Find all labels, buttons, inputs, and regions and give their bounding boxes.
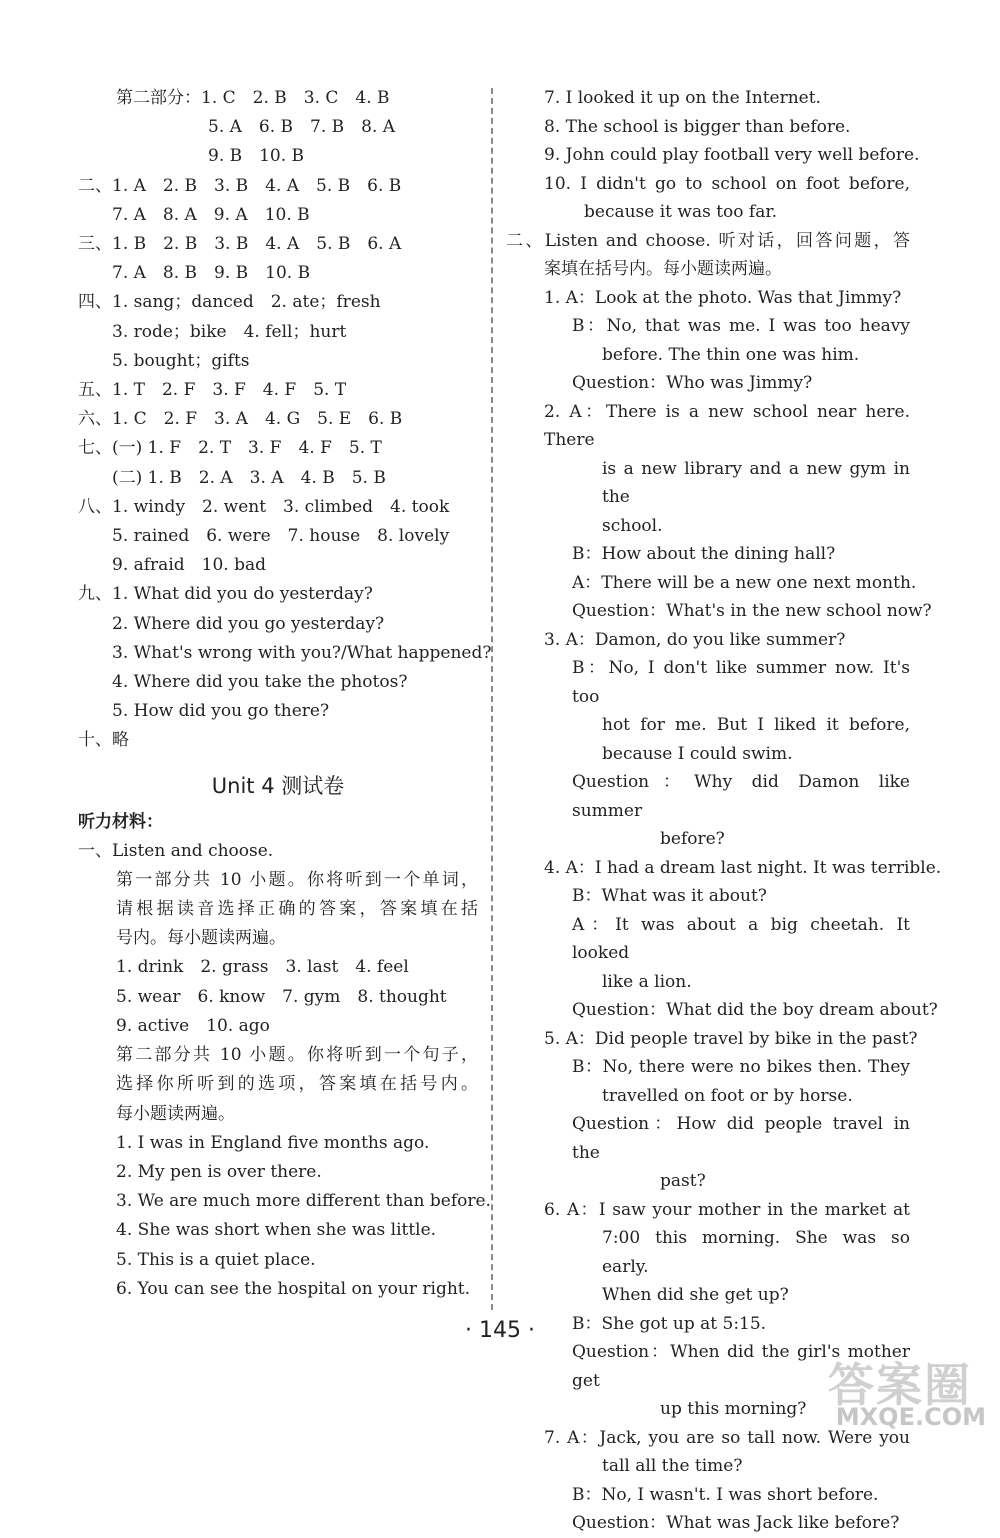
text-line: B：No, that was me. I was too heavy	[572, 316, 910, 336]
text-line: 请根据读音选择正确的答案，答案填在括	[116, 899, 478, 920]
text-line: 选择你所听到的选项，答案填在括号内。	[116, 1074, 478, 1095]
text-line: 6. You can see the hospital on your right.	[116, 1278, 471, 1299]
text-line: before. The thin one was him.	[602, 344, 860, 365]
text-line: 9. B 10. B	[208, 146, 305, 167]
text-line: When did she get up?	[602, 1285, 789, 1305]
text-line: 4. A：I had a dream last night. It was terrible.	[544, 857, 942, 878]
text-line: 8. The school is bigger than before.	[544, 116, 851, 137]
text-line: Question：When did the girl's mother get	[572, 1342, 910, 1391]
text-line: past?	[660, 1171, 706, 1191]
text-line: 一、Listen and choose.	[78, 840, 274, 861]
text-line: 9. afraid 10. bad	[112, 555, 266, 576]
text-line: Question：What did the boy dream about?	[572, 1000, 938, 1020]
text-line: 十、略	[78, 730, 129, 751]
text-line: travelled on foot or by horse.	[602, 1085, 853, 1106]
text-line: 5. rained 6. were 7. house 8. lovely	[112, 526, 450, 547]
text-line: (二) 1. B 2. A 3. A 4. B 5. B	[112, 467, 386, 488]
text-line: is a new library and a new gym in the	[602, 458, 910, 507]
text-line: 每小题读两遍。	[116, 1103, 235, 1124]
text-line: 1. A：Look at the photo. Was that Jimmy?	[544, 287, 902, 308]
text-line: 第一部分共 10 小题。你将听到一个单词，	[116, 869, 478, 890]
text-line: because it was too far.	[584, 202, 778, 222]
text-line: 5. How did you go there?	[112, 701, 330, 722]
text-line: 号内。每小题读两遍。	[116, 928, 286, 949]
text-line: 第二部分共 10 小题。你将听到一个句子，	[116, 1045, 478, 1066]
text-line: 2. My pen is over there.	[116, 1161, 322, 1182]
column-divider	[491, 88, 493, 1310]
text-line: 3. We are much more different than before.	[116, 1191, 491, 1212]
text-line: B：What was it about?	[572, 886, 767, 906]
text-line: 二、Listen and choose. 听对话，回答问题，答	[506, 230, 910, 251]
text-line: 3. A：Damon, do you like summer?	[544, 629, 846, 650]
listening-label: 听力材料：	[78, 811, 163, 832]
text-line: B：She got up at 5:15.	[572, 1313, 767, 1334]
text-line: up this morning?	[660, 1399, 807, 1419]
text-line: 三、1. B 2. B 3. B 4. A 5. B 6. A	[78, 234, 402, 255]
page-number: · 145 ·	[465, 1318, 535, 1343]
answer-key-block	[78, 84, 492, 756]
text-line: like a lion.	[602, 971, 692, 992]
text-line: 五、1. T 2. F 3. F 4. F 5. T	[78, 380, 347, 401]
text-line: tall all the time?	[602, 1456, 743, 1476]
listening-material-block	[78, 837, 491, 1304]
watermark-cn: 答案圈	[828, 1358, 972, 1412]
text-line: hot for me. But I liked it before,	[602, 715, 910, 735]
text-line: 10. I didn't go to school on foot before,	[544, 173, 910, 194]
text-line: 1. drink 2. grass 3. last 4. feel	[116, 957, 409, 978]
text-line: 5. A 6. B 7. B 8. A	[208, 117, 396, 138]
text-line: A：It was about a big cheetah. It looked	[572, 914, 910, 963]
text-line: Question：How did people travel in the	[572, 1114, 910, 1163]
text-line: 1. I was in England five months ago.	[116, 1132, 430, 1153]
text-line: 9. John could play football very well before.	[544, 145, 920, 165]
text-line: 2. Where did you go yesterday?	[112, 613, 385, 634]
text-line: 3. What's wrong with you?/What happened?	[112, 642, 492, 663]
text-line: school.	[602, 515, 663, 536]
text-line: 九、1. What did you do yesterday?	[78, 584, 373, 605]
text-line: Question：What's in the new school now?	[572, 601, 932, 621]
text-line: before?	[660, 829, 725, 849]
text-line: 案填在括号内。每小题读两遍。	[544, 259, 782, 279]
text-line: 5. wear 6. know 7. gym 8. thought	[116, 986, 447, 1007]
text-line: 9. active 10. ago	[116, 1015, 270, 1036]
text-line: Question：Who was Jimmy?	[572, 373, 813, 393]
text-line: 八、1. windy 2. went 3. climbed 4. took	[78, 496, 450, 517]
text-line: A：There will be a new one next month.	[572, 572, 917, 593]
text-line: Question：Why did Damon like summer	[572, 772, 910, 821]
left-column	[78, 84, 492, 1304]
text-line: 3. rode；bike 4. fell；hurt	[112, 321, 347, 342]
text-line: B：No, I don't like summer now. It's too	[572, 658, 910, 707]
text-line: 5. This is a quiet place.	[116, 1249, 316, 1270]
text-line: Question：What was Jack like before?	[572, 1513, 900, 1533]
text-line: 四、1. sang；danced 2. ate；fresh	[78, 292, 381, 313]
watermark-en: MXQE.COM	[835, 1403, 986, 1431]
text-line: 六、1. C 2. F 3. A 4. G 5. E 6. B	[78, 409, 403, 430]
text-line: 7. I looked it up on the Internet.	[544, 88, 821, 108]
text-line: 7:00 this morning. She was so early.	[602, 1228, 910, 1277]
text-line: because I could swim.	[602, 743, 793, 764]
text-line: 二、1. A 2. B 3. B 4. A 5. B 6. B	[78, 175, 402, 196]
text-line: 4. Where did you take the photos?	[112, 672, 408, 693]
text-line: 第二部分：1. C 2. B 3. C 4. B	[116, 88, 390, 108]
text-line: 7. A：Jack, you are so tall now. Were you	[544, 1427, 910, 1448]
text-line: 5. A：Did people travel by bike in the past?	[544, 1028, 918, 1049]
text-line: B：No, there were no bikes then. They	[572, 1057, 910, 1077]
text-line: 七、(一) 1. F 2. T 3. F 4. F 5. T	[78, 438, 382, 459]
watermark-logo	[774, 1349, 992, 1431]
text-line: 2. A：There is a new school near here. There	[544, 401, 910, 450]
text-line: 7. A 8. A 9. A 10. B	[112, 204, 310, 225]
text-line: B：How about the dining hall?	[572, 544, 836, 564]
text-line: B：No, I wasn't. I was short before.	[572, 1484, 879, 1505]
unit-title: Unit 4 测试卷	[211, 773, 345, 798]
text-line: 4. She was short when she was little.	[116, 1220, 437, 1241]
text-line: 5. bought；gifts	[112, 350, 250, 371]
text-line: 6. A：I saw your mother in the market at	[544, 1199, 910, 1220]
text-line: 7. A 8. B 9. B 10. B	[112, 263, 311, 284]
